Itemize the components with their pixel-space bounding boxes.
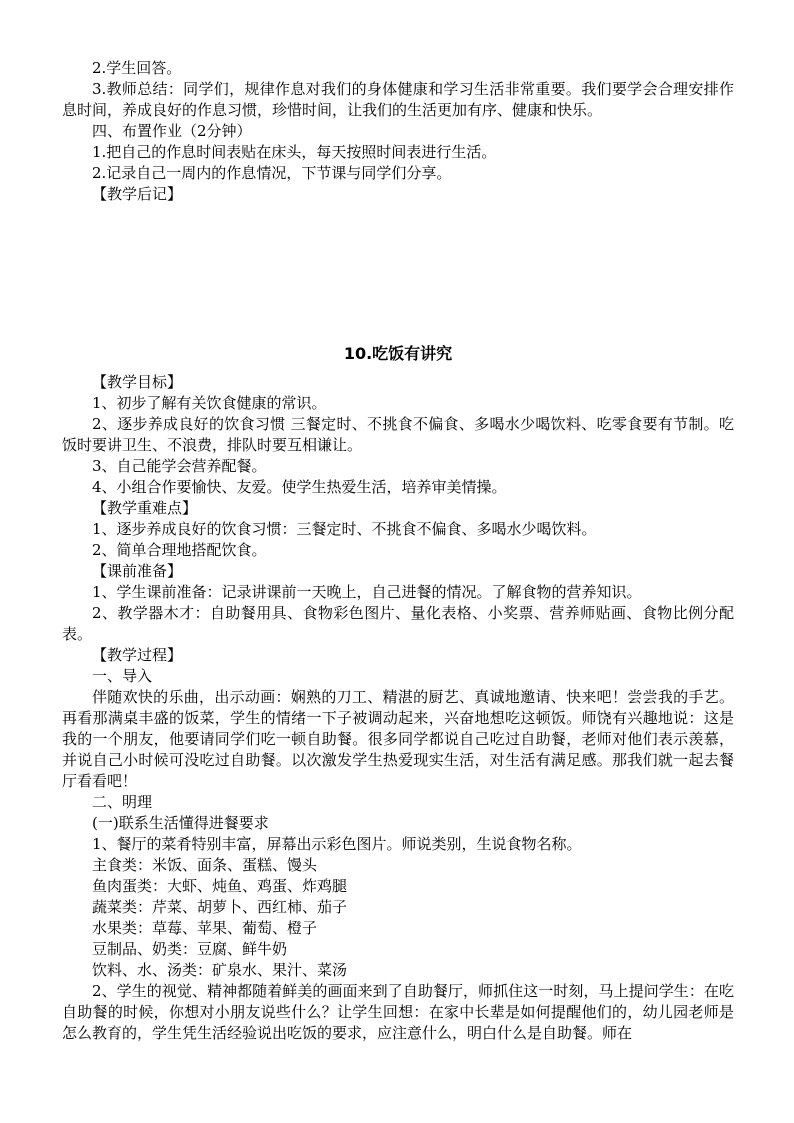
food-list-item: 蔬菜类：芹菜、胡萝卜、西红柿、茄子 <box>92 898 348 916</box>
paragraph: 3.教师总结：同学们，规律作息对我们的身体健康和学习生活非常重要。我们要学会合理安排作息时间，养成良好的作息习惯，珍惜时间，让我们的生活更加有序、健康和快乐。 <box>62 80 734 119</box>
food-list-item: 主食类：米饭、面条、蛋糕、馒头 <box>92 856 318 874</box>
section-heading: 【教学重难点】 <box>92 499 198 517</box>
food-list-item: 鱼肉蛋类：大虾、炖鱼、鸡蛋、炸鸡腿 <box>92 877 348 895</box>
section-heading: 【教学过程】 <box>92 646 183 664</box>
paragraph: 2、教学器木才：自助餐用具、食物彩色图片、量化表格、小奖票、营养师贴画、食物比例分配表。 <box>62 604 734 643</box>
subsection-heading: 二、明理 <box>92 793 153 811</box>
paragraph: 3、自己能学会营养配餐。 <box>92 457 267 475</box>
paragraph: 2.学生回答。 <box>92 59 182 77</box>
food-list-item: 豆制品、奶类：豆腐、鲜牛奶 <box>92 940 288 958</box>
paragraph: 2、学生的视觉、精神都随着鲜美的画面来到了自助餐厅，师抓住这一时刻，马上提问学生：在吃自助餐的时候，你想对小朋友说些什么？让学生回想：在家中长辈是如何提醒他们的，幼儿园老师是怎么教育的，学生凭生活经验说出吃饭的要求，应注意什么，明白什么是自助餐。师在 <box>62 982 734 1042</box>
paragraph: (一)联系生活懂得进餐要求 <box>92 814 269 832</box>
lesson-title: 10.吃饭有讲究 <box>343 344 453 363</box>
food-list-item: 饮料、水、汤类：矿泉水、果汁、菜汤 <box>92 961 348 979</box>
paragraph: 1、逐步养成良好的饮食习惯：三餐定时、不挑食不偏食、多喝水少喝饮料。 <box>92 520 597 538</box>
section-heading: 【教学目标】 <box>92 373 183 391</box>
blank-space <box>62 205 734 342</box>
food-list-item: 水果类：草莓、苹果、葡萄、橙子 <box>92 919 318 937</box>
paragraph: 1.把自己的作息时间表贴在床头，每天按照时间表进行生活。 <box>92 143 497 161</box>
paragraph: 2、逐步养成良好的饮食习惯 三餐定时、不挑食不偏食、多喝水少喝饮料、吃零食要有节制。吃饭时要讲卫生、不浪费，排队时要互相谦让。 <box>62 415 734 454</box>
paragraph: 1、初步了解有关饮食健康的常识。 <box>92 394 327 412</box>
paragraph: 2、简单合理地搭配饮食。 <box>92 541 267 559</box>
paragraph: 4、小组合作要愉快、友爱。使学生热爱生活，培养审美情操。 <box>92 478 507 496</box>
document-page <box>62 58 734 1044</box>
subsection-heading: 一、导入 <box>92 667 153 685</box>
paragraph: 伴随欢快的乐曲，出示动画：娴熟的刀工、精湛的厨艺、真诚地邀请、快来吧！尝尝我的手艺。再看那满桌丰盛的饭菜，学生的情绪一下子被调动起来，兴奋地想吃这顿饭。师饶有兴趣地说：这是我的一个朋友，他要请同学们吃一顿自助餐。很多同学都说自己吃过自助餐，老师对他们表示羡慕，并说自己小时候可没吃过自助餐。以次激发学生热爱现实生活，对生活有满足感。那我们就一起去餐厅看看吧！ <box>62 688 734 790</box>
section-heading: 【课前准备】 <box>92 562 183 580</box>
paragraph: 1、餐厅的菜肴特别丰富，屏幕出示彩色图片。师说类别，生说食物名称。 <box>92 835 582 853</box>
paragraph: 2.记录自己一周内的作息情况，下节课与同学们分享。 <box>92 164 452 182</box>
teaching-notes-heading: 【教学后记】 <box>92 185 183 203</box>
paragraph: 四、布置作业（2分钟） <box>92 122 252 140</box>
paragraph: 1、学生课前准备：记录讲课前一天晚上，自己进餐的情况。了解食物的营养知识。 <box>92 583 642 601</box>
